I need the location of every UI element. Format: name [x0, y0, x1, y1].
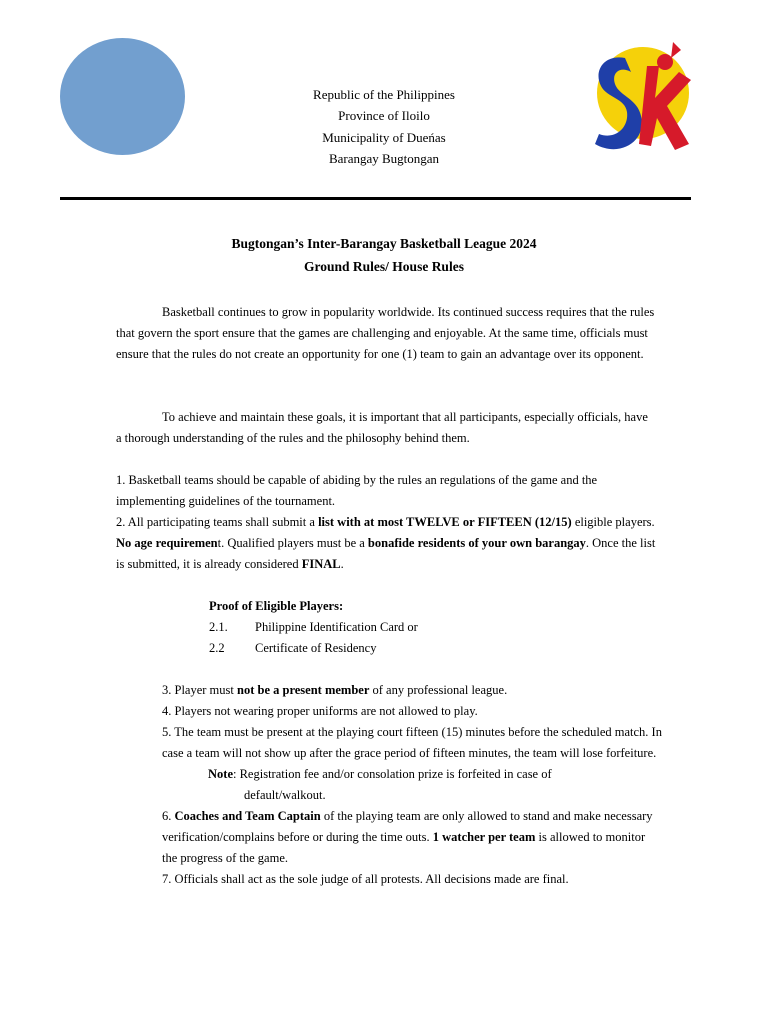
rule-5: 5. The team must be present at the playing court fifteen (15) minutes before the scheduled match. In case a team will not show up after the grace period of fifteen minutes, the team will lose forfeiture. — [162, 725, 662, 760]
proof-of-eligibility — [209, 596, 609, 659]
rule-1: 1. Basketball teams should be capable of abiding by the rules an regulations of the game and the implementing guidelines of the tournament. — [116, 473, 598, 508]
rule-5-note-continued: default/walkout. — [244, 788, 326, 802]
header-municipality: Municipality of Dueńas — [322, 129, 446, 145]
intro-paragraph-1: Basketball continues to grow in popularity worldwide. Its continued success requires that the rules that govern the sport ensure that the games are challenging and enjoyable. At the same time, officials must ensure that the rules do not create an opportunity for one (1) team to gain an advantage over its opponent. — [116, 305, 655, 361]
rule-6: 6. Coaches and Team Captain of the playing team are only allowed to stand and make necessary verification/complains before or during the time outs. 1 watcher per team is allowed to monitor the progress of the game. — [162, 809, 653, 865]
letterhead — [234, 84, 534, 169]
rules-list-part-1 — [116, 470, 656, 575]
rule-5-note: Note: Registration fee and/or consolation prize is forfeited in case of — [208, 767, 552, 781]
rule-2: 2. All participating teams shall submit a list with at most TWELVE or FIFTEEN (12/15) eligible players. No age requirement. Qualified players must be a bonafide residents of your own barangay. Once the list is submitted, it is already considered FINAL. — [116, 515, 656, 571]
header-barangay: Barangay Bugtongan — [328, 150, 440, 166]
barangay-seal-placeholder — [60, 38, 185, 155]
rule-3: 3. Player must not be a present member of any professional league. — [162, 683, 508, 697]
proof-title: Proof of Eligible Players: — [209, 599, 344, 613]
header-divider — [60, 197, 691, 200]
rule-7: 7. Officials shall act as the sole judge of all protests. All decisions made are final. — [162, 872, 569, 886]
document-title: Bugtongan’s Inter-Barangay Basketball League 2024 — [231, 236, 537, 251]
intro-paragraph-2: To achieve and maintain these goals, it is important that all participants, especially officials, have a thorough understanding of the rules and the philosophy behind them. — [116, 410, 648, 445]
document-subtitle: Ground Rules/ House Rules — [304, 259, 464, 274]
sk-logo-icon — [585, 36, 705, 160]
rule-4: 4. Players not wearing proper uniforms are not allowed to play. — [162, 704, 478, 718]
header-province: Province of Iloilo — [338, 108, 430, 124]
proof-item: 2.1. Philippine Identification Card or — [209, 620, 418, 634]
rules-list-part-2 — [162, 680, 662, 890]
header-country: Republic of the Philippines — [313, 87, 455, 102]
proof-item: 2.2 Certificate of Residency — [209, 641, 377, 655]
